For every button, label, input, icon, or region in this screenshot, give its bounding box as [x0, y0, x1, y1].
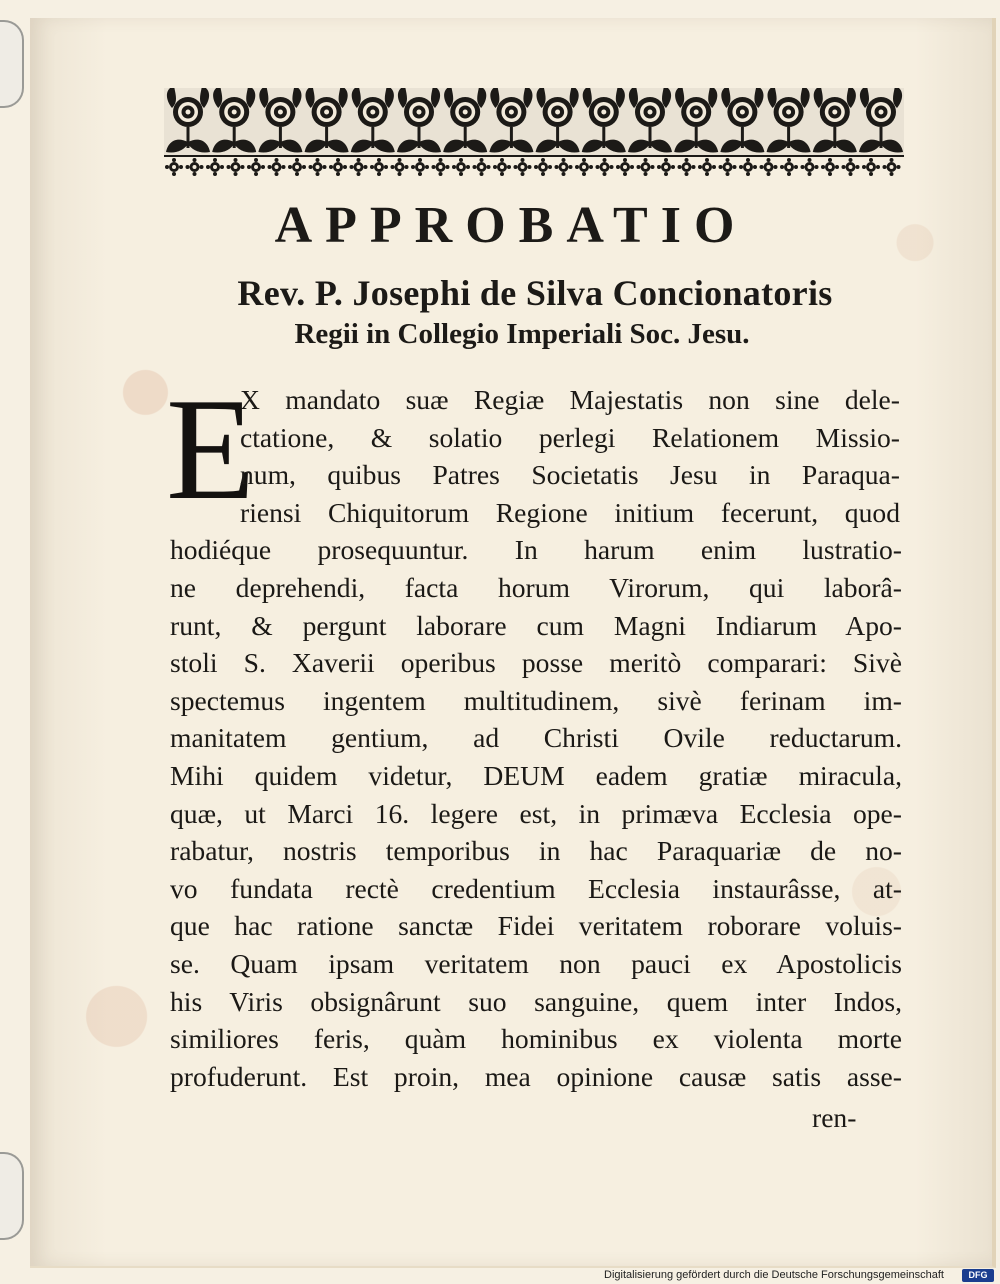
bookmark-clip-top: [0, 20, 24, 108]
text-line: ne deprehendi, facta horum Virorum, qui laborâ-: [170, 572, 902, 603]
ornament-rosette: [391, 158, 409, 176]
text-line: manitatem gentium, ad Christi Ovile reductarum.: [170, 722, 902, 754]
text-line: se. Quam ipsam veritatem non pauci ex Apostolicis: [170, 948, 902, 979]
ornament-rosette: [514, 158, 532, 176]
ornament-rosette: [309, 158, 327, 176]
text-line: runt, & pergunt laborare cum Magni Indiarum Apo-: [170, 609, 902, 641]
text-line: ctatione, & solatio perlegi Relationem Missio-: [240, 421, 900, 453]
ornament-rosette: [780, 158, 798, 176]
text-line: quæ, ut Marci 16. legere est, in primæva Ecclesia ope-: [170, 797, 902, 829]
dfg-logo: DFG: [962, 1269, 994, 1282]
ornament-rosette: [370, 158, 388, 176]
text-line: X mandato suæ Regiæ Majestatis non sine dele-: [240, 384, 900, 415]
text-line: hodiéque prosequuntur. In harum enim lustratio-: [170, 534, 902, 566]
floral-ornament-band: [164, 88, 904, 178]
ornament-rosette: [862, 158, 880, 176]
ornament-rosette: [657, 158, 675, 176]
text-line: his Viris obsignârunt suo sanguine, quem inter Indos,: [170, 985, 902, 1017]
ornament-rosette: [821, 158, 839, 176]
bookmark-clip-bottom: [0, 1152, 24, 1240]
text-line: num, quibus Patres Societatis Jesu in Paraqua-: [240, 459, 900, 491]
ornament-rosette: [739, 158, 757, 176]
ornament-rosette: [432, 158, 450, 176]
text-line: stoli S. Xaverii operibus posse meritò comparari: Sivè: [170, 647, 902, 679]
text-line: spectemus ingentem multitudinem, sivè ferinam im-: [170, 684, 902, 716]
ornament-rosette: [452, 158, 470, 176]
text-line: profuderunt. Est proin, mea opinione causæ satis asse-: [170, 1060, 902, 1092]
ornament-rosette: [698, 158, 716, 176]
ornament-rosette: [719, 158, 737, 176]
ornament-rosette: [350, 158, 368, 176]
ornament-rosette: [678, 158, 696, 176]
ornament-rosette: [801, 158, 819, 176]
ornament-rosette: [268, 158, 286, 176]
approbatio-heading: APPROBATIO: [274, 197, 748, 254]
ornament-rosette: [555, 158, 573, 176]
ornament-rosette: [637, 158, 655, 176]
ornament-rosette: [165, 158, 183, 176]
ornament-rosette: [575, 158, 593, 176]
text-line: rabatur, nostris temporibus in hac Paraquariæ de no-: [170, 835, 902, 867]
text-line: similiores feris, quàm hominibus ex violenta morte: [170, 1023, 902, 1055]
funding-credit: Digitalisierung gefördert durch die Deutsche Forschungsgemeinschaft: [604, 1269, 944, 1281]
approver-title-line: Regii in Collegio Imperiali Soc. Jesu.: [294, 318, 750, 350]
ornament-rosette: [186, 158, 204, 176]
ornament-rosette: [329, 158, 347, 176]
text-line: que hac ratione sanctæ Fidei veritatem roborare voluis-: [170, 910, 902, 942]
ornament-rosette: [842, 158, 860, 176]
ornament-rosette: [411, 158, 429, 176]
ornament-rosette: [473, 158, 491, 176]
catchword: ren-: [812, 1102, 857, 1133]
ornament-rosette: [206, 158, 224, 176]
ornament-rosette: [883, 158, 901, 176]
text-line: Mihi quidem videtur, DEUM eadem gratiæ miracula,: [170, 760, 902, 791]
text-line: riensi Chiquitorum Regione initium fecerunt, quod: [240, 496, 900, 528]
text-line: vo fundata rectè credentium Ecclesia instaurâsse, at-: [170, 872, 902, 904]
ornament-rosette: [616, 158, 634, 176]
ornament-rosette: [493, 158, 511, 176]
ornament-rosette: [534, 158, 552, 176]
ornament-rosette: [247, 158, 265, 176]
decorative-initial: E: [166, 368, 256, 530]
ornament-rosette: [288, 158, 306, 176]
ornament-rosette: [227, 158, 245, 176]
ornament-rosette: [760, 158, 778, 176]
approver-name-line: Rev. P. Josephi de Silva Concionatoris: [237, 273, 833, 313]
ornament-rosette: [596, 158, 614, 176]
